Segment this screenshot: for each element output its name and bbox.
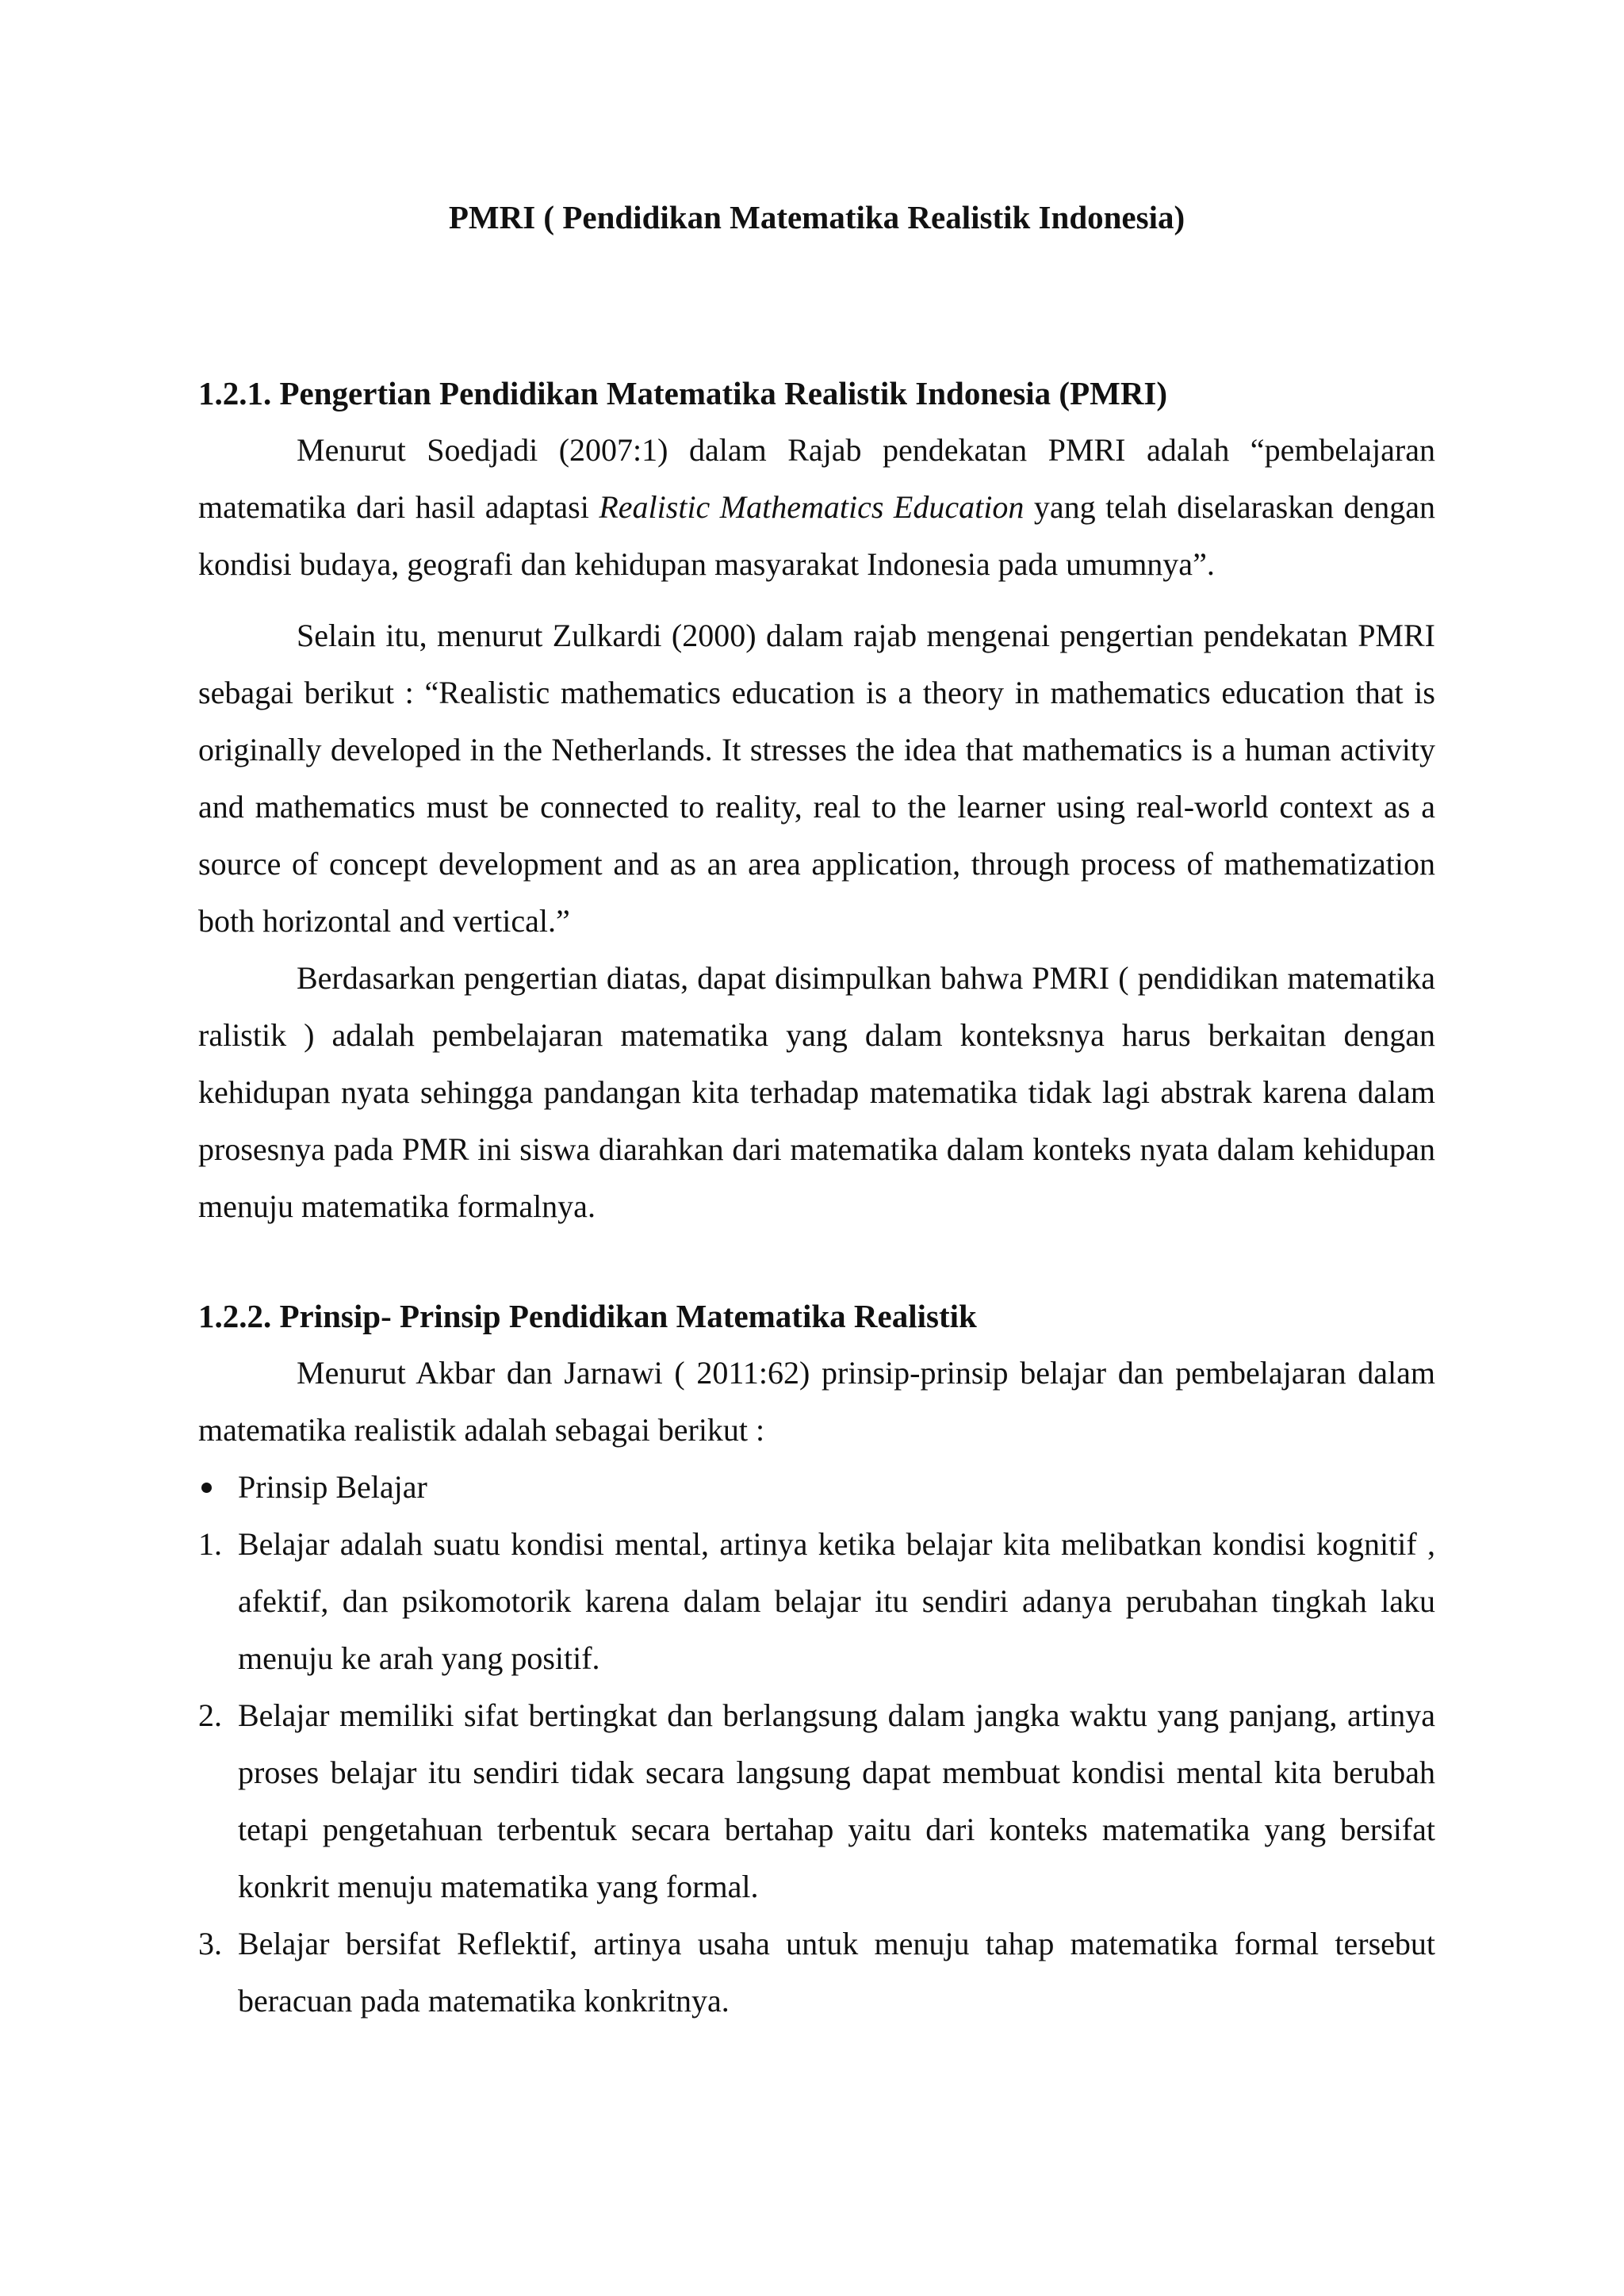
document-body xyxy=(198,189,1435,2030)
spacer xyxy=(198,593,1435,607)
italic-term: Realistic Mathematics Education xyxy=(599,489,1025,525)
bullet-icon xyxy=(201,1483,212,1493)
spacer xyxy=(198,246,1435,365)
paragraph-conclusion: Berdasarkan pengertian diatas, dapat disimpulkan bahwa PMRI ( pendidikan matematika ralistik ) adalah pembelajaran matematika yang dalam konteksnya harus berkaitan dengan kehidupan nyata sehingga pandangan kita terhadap matematika tidak lagi abstrak karena dalam prosesnya pada PMR ini siswa diarahkan dari matematika dalam konteks nyata dalam kehidupan menuju matematika formalnya. xyxy=(198,960,1435,1224)
numbered-item-2 xyxy=(198,1687,1435,1915)
page-title: PMRI ( Pendidikan Matematika Realistik Indonesia) xyxy=(448,199,1185,235)
item-text: Belajar adalah suatu kondisi mental, artinya ketika belajar kita melibatkan kondisi kognitif , afektif, dan psikomotorik karena dalam belajar itu sendiri adanya perubahan tingkah laku menuju ke arah yang positif. xyxy=(238,1526,1435,1676)
paragraph-zulkardi: Selain itu, menurut Zulkardi (2000) dalam rajab mengenai pengertian pendekatan PMRI sebagai berikut : “Realistic mathematics education is a theory in mathematics education that is originally developed in the Netherlands. It stresses the idea that mathematics is a human activity and mathematics must be connected to reality, real to the learner using real-world context as a source of concept development and as an area application, through process of mathematization both horizontal and vertical.” xyxy=(198,618,1435,939)
bullet-item-prinsip-belajar xyxy=(198,1459,1435,1516)
paragraph-akbar-jarnawi: Menurut Akbar dan Jarnawi ( 2011:62) prinsip-prinsip belajar dan pembelajaran dalam matematika realistik adalah sebagai berikut : xyxy=(198,1355,1435,1448)
item-text: Belajar bersifat Reflektif, artinya usaha untuk menuju tahap matematika formal tersebut beracuan pada matematika konkritnya. xyxy=(238,1926,1435,2019)
item-number: 3. xyxy=(198,1926,222,1961)
paragraph-text: Menurut Soedjadi (2007:1) dalam Rajab pendekatan PMRI adalah “pembelajaran matematika dari hasil adaptasi xyxy=(198,432,1435,525)
section-heading-1-2-2: 1.2.2. Prinsip- Prinsip Pendidikan Matematika Realistik xyxy=(198,1298,977,1334)
numbered-item-1 xyxy=(198,1516,1435,1687)
paragraph-soedjadi xyxy=(198,422,1435,593)
item-text: Belajar memiliki sifat bertingkat dan berlangsung dalam jangka waktu yang panjang, artinya proses belajar itu sendiri tidak secara langsung dapat membuat kondisi mental kita berubah tetapi pengetahuan terbentuk secara bertahap yaitu dari konteks matematika yang bersifat konkrit menuju matematika yang formal. xyxy=(238,1697,1435,1904)
item-number: 1. xyxy=(198,1526,222,1562)
paragraph-text: yang telah diselaraskan dengan kondisi budaya, geografi dan kehidupan masyarakat Indonesia pada umumnya”. xyxy=(198,489,1435,582)
numbered-item-3 xyxy=(198,1915,1435,2030)
section-heading-1-2-1: 1.2.1. Pengertian Pendidikan Matematika Realistik Indonesia (PMRI) xyxy=(198,375,1168,411)
item-number: 2. xyxy=(198,1697,222,1733)
bullet-label: Prinsip Belajar xyxy=(238,1469,427,1505)
spacer xyxy=(198,1235,1435,1288)
